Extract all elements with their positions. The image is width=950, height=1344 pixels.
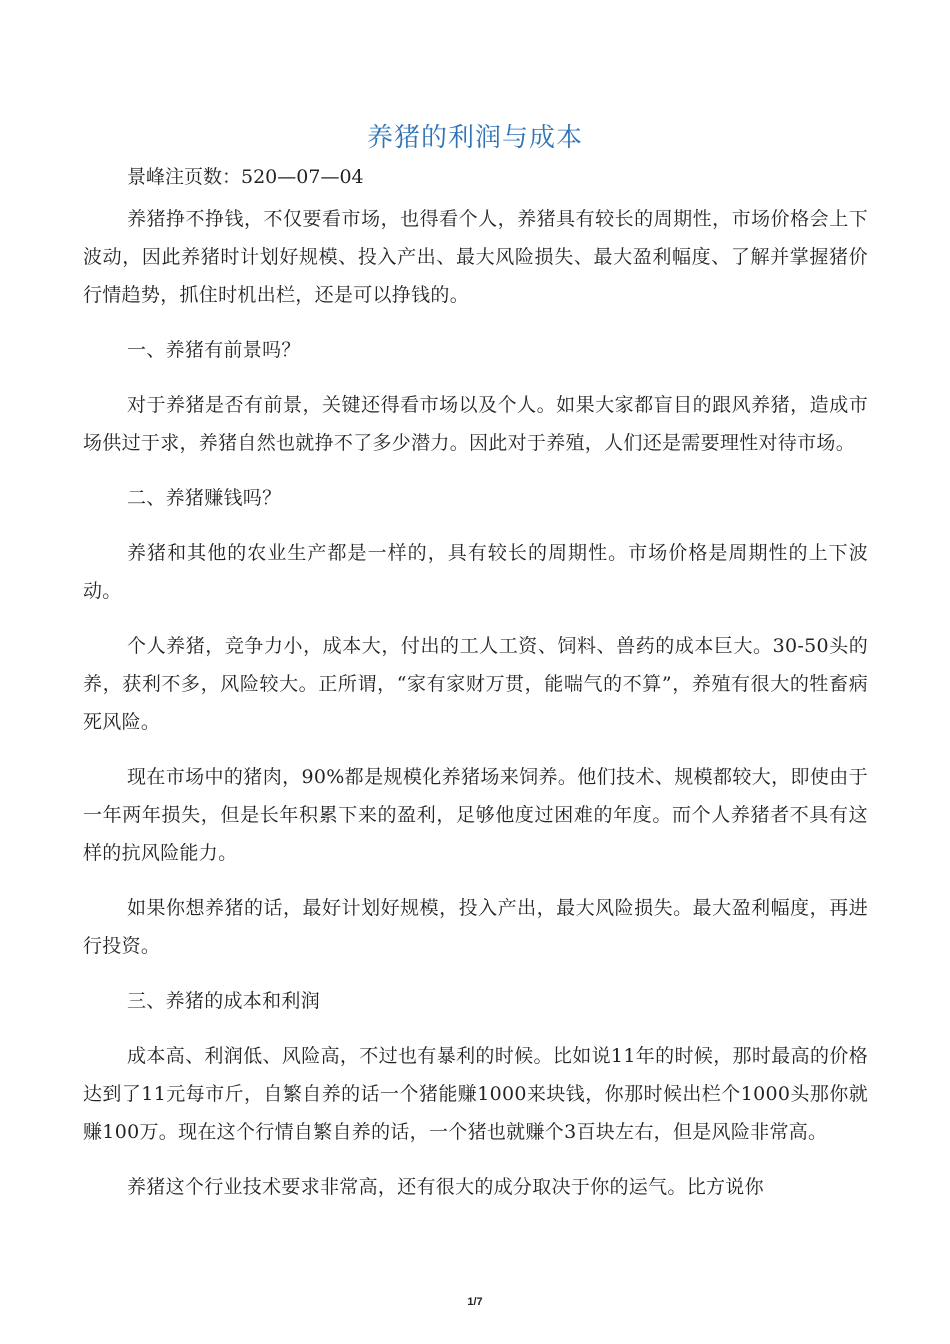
paragraph: 成本高、利润低、风险高，不过也有暴利的时候。比如说11年的时候，那时最高的价格达到了11元每市斤，自繁自养的话一个猪能赚1000来块钱，你那时候出栏个1000头那你就赚100万。现在这个行情自繁自养的话，一个猪也就赚个3百块左右，但是风险非常高。 <box>83 1045 868 1143</box>
page-count-line: 景峰注页数：520—07—04 <box>127 166 364 188</box>
section-heading-1: 一、养猪有前景吗？ <box>127 339 301 361</box>
document-body <box>83 200 868 1223</box>
paragraph: 养猪这个行业技术要求非常高，还有很大的成分取决于你的运气。比方说你 <box>127 1176 764 1198</box>
page-number: 1/7 <box>467 1296 483 1308</box>
paragraph: 对于养猪是否有前景，关键还得看市场以及个人。如果大家都盲目的跟风养猪，造成市场供过于求，养猪自然也就挣不了多少潜力。因此对于养殖，人们还是需要理性对待市场。 <box>83 394 868 454</box>
paragraph-intro: 养猪挣不挣钱，不仅要看市场，也得看个人，养猪具有较长的周期性，市场价格会上下波动，因此养猪时计划好规模、投入产出、最大风险损失、最大盈利幅度、了解并掌握猪价行情趋势，抓住时机出栏，还是可以挣钱的。 <box>83 208 868 306</box>
paragraph: 个人养猪，竞争力小，成本大，付出的工人工资、饲料、兽药的成本巨大。30-50头的养，获利不多，风险较大。正所谓，“家有家财万贯，能喘气的不算”，养殖有很大的牲畜病死风险。 <box>83 635 868 733</box>
paragraph: 如果你想养猪的话，最好计划好规模，投入产出，最大风险损失。最大盈利幅度，再进行投资。 <box>83 897 868 957</box>
paragraph: 养猪和其他的农业生产都是一样的，具有较长的周期性。市场价格是周期性的上下波动。 <box>83 542 868 602</box>
document-title: 养猪的利润与成本 <box>366 123 583 154</box>
section-heading-2: 二、养猪赚钱吗？ <box>127 487 282 509</box>
section-heading-3: 三、养猪的成本和利润 <box>127 990 321 1012</box>
paragraph: 现在市场中的猪肉，90%都是规模化养猪场来饲养。他们技术、规模都较大，即使由于一年两年损失，但是长年积累下来的盈利，足够他度过困难的年度。而个人养猪者不具有这样的抗风险能力。 <box>83 766 868 864</box>
